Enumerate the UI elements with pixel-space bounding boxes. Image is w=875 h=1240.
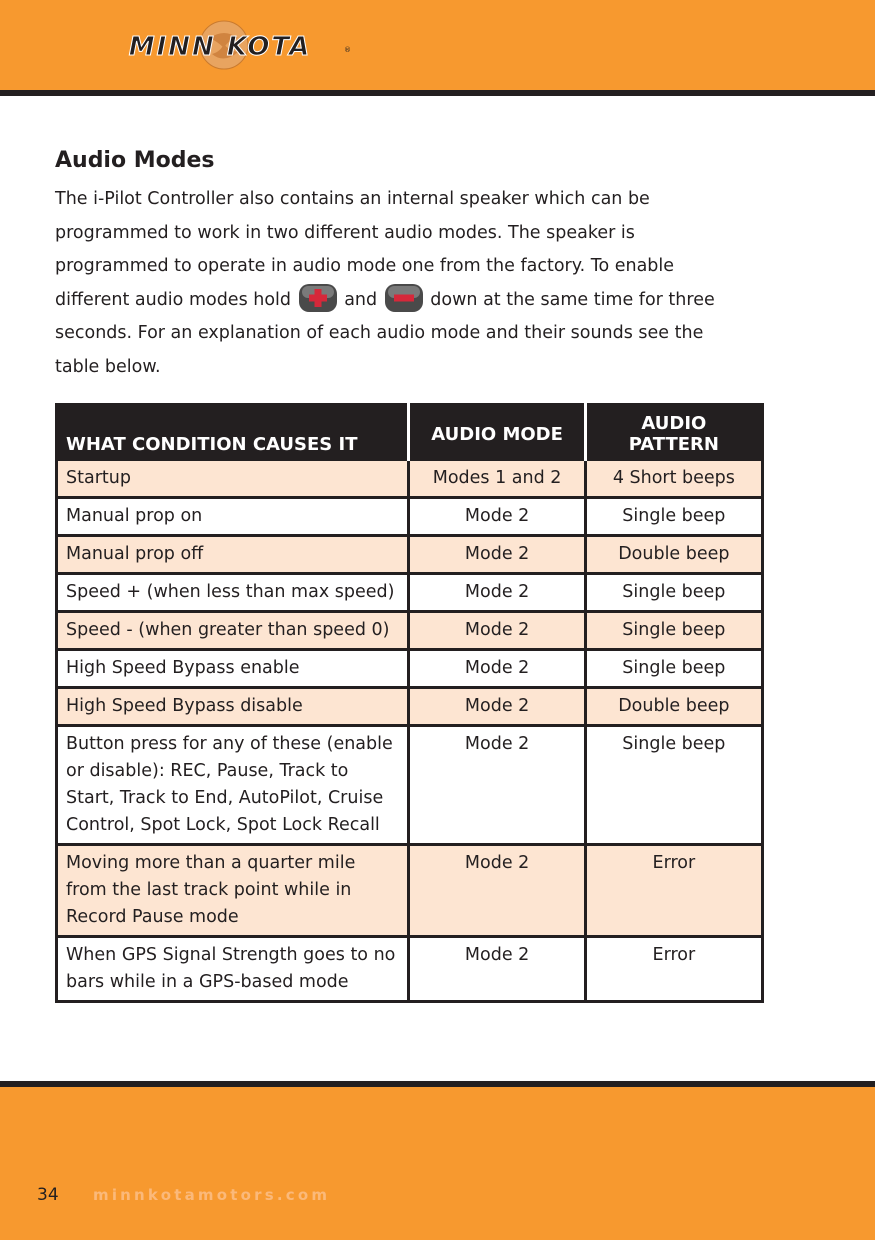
table-row <box>57 536 763 574</box>
table-header-row <box>57 405 763 462</box>
cell-condition: High Speed Bypass disable <box>57 688 409 726</box>
cell-mode: Mode 2 <box>409 650 585 688</box>
cell-pattern: Single beep <box>585 498 762 536</box>
cell-condition: Manual prop on <box>57 498 409 536</box>
cell-mode: Mode 2 <box>409 726 585 845</box>
paragraph-line: programmed to operate in audio mode one from the factory. To enable <box>55 256 675 276</box>
intro-paragraph <box>55 183 755 384</box>
table-row <box>57 612 763 650</box>
table-row <box>57 845 763 937</box>
table-row <box>57 726 763 845</box>
cell-mode: Mode 2 <box>409 845 585 937</box>
paragraph-line: programmed to work in two different audio modes. The speaker is <box>55 222 635 243</box>
header-audio-mode: AUDIO MODE <box>409 405 585 462</box>
cell-condition: When GPS Signal Strength goes to no bars while in a GPS-based mode <box>57 937 409 1002</box>
paragraph-line: seconds. For an explanation of each audio mode and their sounds see the <box>55 323 704 343</box>
cell-pattern: Double beep <box>585 688 762 726</box>
brand-wordmark: MINN KOTA <box>128 32 312 62</box>
page-number: 34 <box>37 1185 59 1205</box>
section-title: Audio Modes <box>55 148 215 173</box>
cell-mode: Mode 2 <box>409 574 585 612</box>
table-row <box>57 688 763 726</box>
cell-condition: Button press for any of these (enable or disable): REC, Pause, Track to Start, Track to End, AutoPilot, Cruise Control, Spot Lock, Spot Lock Recall <box>57 726 409 845</box>
header-audio-pattern: AUDIO PATTERN <box>585 405 762 462</box>
cell-mode: Mode 2 <box>409 612 585 650</box>
header-band <box>0 0 875 90</box>
cell-pattern: Single beep <box>585 726 762 845</box>
cell-condition: Manual prop off <box>57 536 409 574</box>
cell-condition: High Speed Bypass enable <box>57 650 409 688</box>
cell-pattern: Double beep <box>585 536 762 574</box>
footer-band <box>0 1087 875 1240</box>
paragraph-text: down at the same time for three <box>430 289 715 310</box>
svg-text:®: ® <box>344 46 351 54</box>
paragraph-text: different audio modes hold <box>55 289 292 310</box>
cell-pattern: Single beep <box>585 612 762 650</box>
cell-pattern: Error <box>585 845 762 937</box>
header-condition: WHAT CONDITION CAUSES IT <box>57 405 409 462</box>
cell-pattern: Single beep <box>585 650 762 688</box>
cell-mode: Modes 1 and 2 <box>409 461 585 498</box>
cell-mode: Mode 2 <box>409 498 585 536</box>
cell-mode: Mode 2 <box>409 688 585 726</box>
cell-mode: Mode 2 <box>409 536 585 574</box>
table-row <box>57 498 763 536</box>
cell-pattern: 4 Short beeps <box>585 461 762 498</box>
table-row <box>57 650 763 688</box>
cell-mode: Mode 2 <box>409 937 585 1002</box>
audio-modes-table <box>55 403 764 1003</box>
minus-button-icon <box>384 283 424 313</box>
paragraph-text: and <box>344 289 378 310</box>
paragraph-line: The i-Pilot Controller also contains an internal speaker which can be <box>55 189 650 209</box>
table-row <box>57 461 763 498</box>
cell-condition: Moving more than a quarter mile from the last track point while in Record Pause mode <box>57 845 409 937</box>
plus-button-icon <box>298 283 338 313</box>
paragraph-line: table below. <box>55 356 161 377</box>
table-row <box>57 937 763 1002</box>
cell-condition: Speed + (when less than max speed) <box>57 574 409 612</box>
cell-condition: Speed - (when greater than speed 0) <box>57 612 409 650</box>
paragraph-line-with-icons <box>55 284 755 318</box>
cell-pattern: Error <box>585 937 762 1002</box>
cell-pattern: Single beep <box>585 574 762 612</box>
cell-condition: Startup <box>57 461 409 498</box>
minn-kota-logo <box>92 20 352 70</box>
table-row <box>57 574 763 612</box>
header-rule <box>0 90 875 96</box>
website-link[interactable]: minnkotamotors.com <box>93 1186 331 1204</box>
